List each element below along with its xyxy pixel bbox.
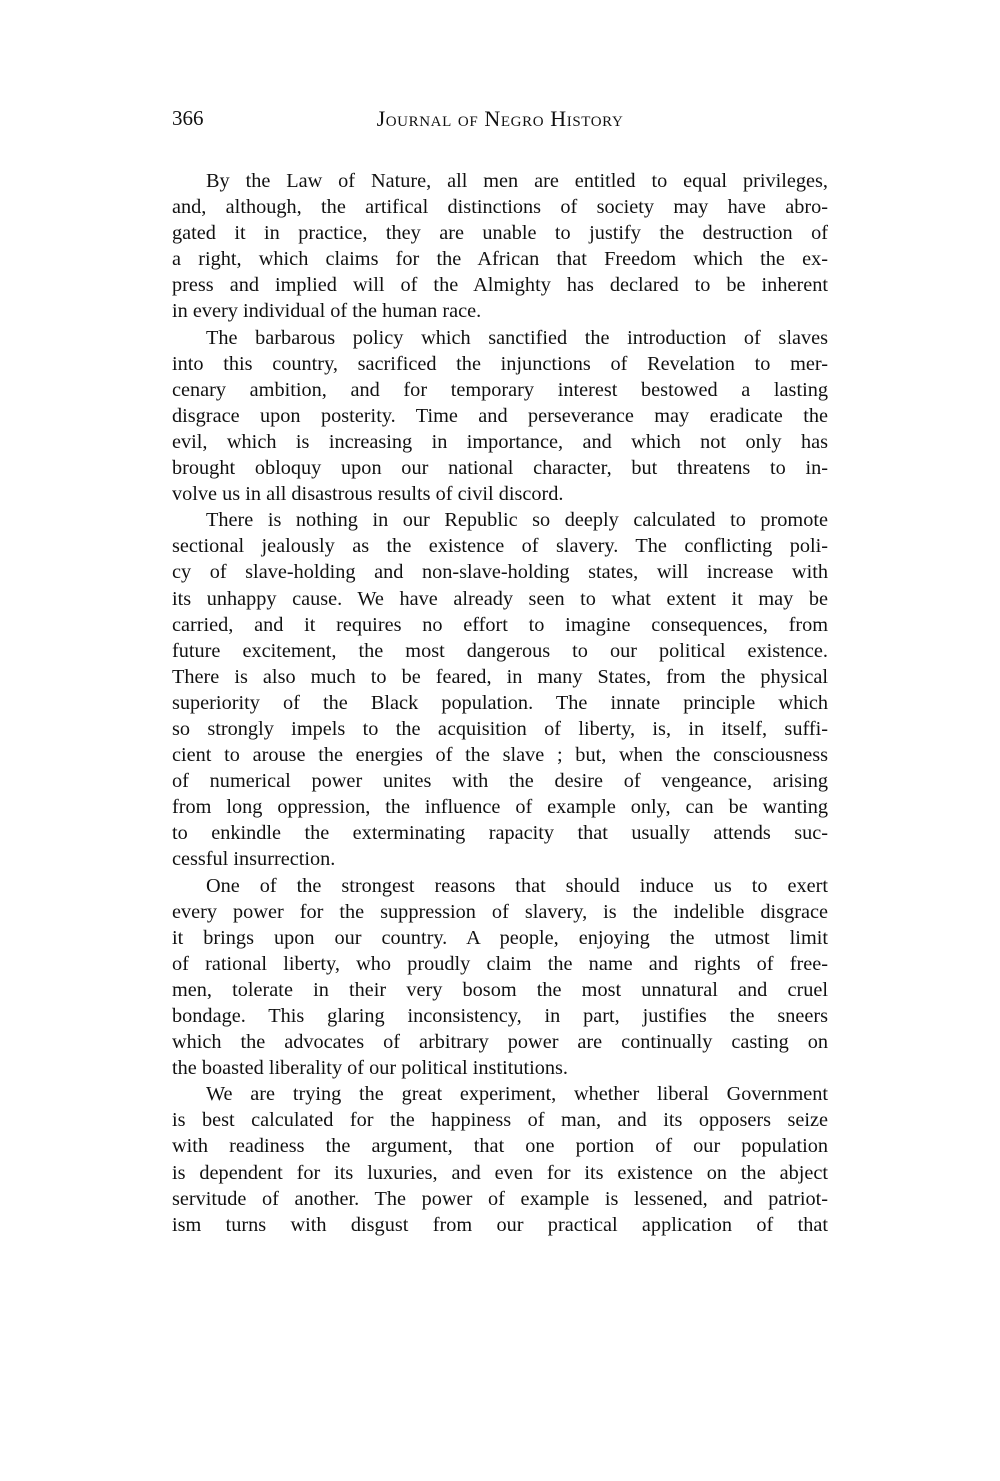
text-line: is best calculated for the happiness of man, and its opposers seize: [172, 1109, 828, 1132]
text-line: sectional jealously as the existence of slavery. The conflicting poli-: [172, 535, 828, 558]
text-line: from long oppression, the influence of example only, can be wanting: [172, 796, 828, 819]
text-line: cenary ambition, and for temporary interest bestowed a lasting: [172, 378, 828, 401]
text-line: which the advocates of arbitrary power are continually casting on: [172, 1031, 828, 1054]
text-line: gated it in practice, they are unable to justify the destruction of: [172, 222, 828, 245]
text-line: brought obloquy upon our national character, but threatens to in-: [172, 457, 828, 480]
paragraph-1: [172, 168, 828, 325]
text-line: with readiness the argument, that one portion of our population: [172, 1135, 828, 1158]
page-number: 366: [172, 106, 204, 130]
paragraph-2: [172, 325, 828, 508]
journal-title: Journal of Negro History: [376, 106, 624, 131]
paragraph-3: [172, 507, 828, 872]
text-line: One of the strongest reasons that should induce us to exert: [206, 874, 828, 897]
text-line: cy of slave-holding and non-slave-holding states, will increase with: [172, 561, 828, 584]
text-line: disgrace upon posterity. Time and perseverance may eradicate the: [172, 404, 828, 427]
text-line: to enkindle the exterminating rapacity that usually attends suc-: [172, 822, 828, 845]
text-line: a right, which claims for the African that Freedom which the ex-: [172, 248, 828, 271]
text-line: superiority of the Black population. The innate principle which: [172, 691, 828, 714]
paragraph-5: [172, 1081, 828, 1238]
text-line: the boasted liberality of our political institutions.: [172, 1057, 568, 1080]
text-line: every power for the suppression of slavery, is the indelible disgrace: [172, 900, 828, 923]
text-line: The barbarous policy which sanctified the introduction of slaves: [206, 326, 828, 349]
text-line: men, tolerate in their very bosom the most unnatural and cruel: [172, 978, 828, 1001]
text-line: cessful insurrection.: [172, 848, 336, 871]
text-line: of rational liberty, who proudly claim the name and rights of free-: [172, 952, 828, 975]
body-text: [172, 168, 828, 1238]
text-line: it brings upon our country. A people, enjoying the utmost limit: [172, 926, 828, 949]
text-line: By the Law of Nature, all men are entitled to equal privileges,: [206, 170, 828, 192]
text-line: cient to arouse the energies of the slave ; but, when the consciousness: [172, 744, 828, 767]
text-line: evil, which is increasing in importance, and which not only has: [172, 430, 828, 453]
text-line: its unhappy cause. We have already seen to what extent it may be: [172, 587, 828, 610]
text-line: press and implied will of the Almighty has declared to be inherent: [172, 274, 828, 297]
paragraph-4: [172, 873, 828, 1082]
text-line: servitude of another. The power of example is lessened, and patriot-: [172, 1187, 828, 1210]
text-line: volve us in all disastrous results of civil discord.: [172, 483, 564, 506]
text-line: carried, and it requires no effort to imagine consequences, from: [172, 613, 828, 636]
text-line: and, although, the artifical distinctions of society may have abro-: [172, 196, 828, 219]
text-line: in every individual of the human race.: [172, 300, 482, 323]
text-line: so strongly impels to the acquisition of liberty, is, in itself, suffi-: [172, 717, 828, 740]
text-line: There is nothing in our Republic so deeply calculated to promote: [206, 509, 828, 532]
text-line: ism turns with disgust from our practical application of that: [172, 1213, 828, 1236]
text-line: future excitement, the most dangerous to our political existence.: [172, 639, 828, 662]
running-head: [172, 106, 828, 136]
text-line: There is also much to be feared, in many States, from the physical: [172, 665, 828, 688]
text-line: is dependent for its luxuries, and even for its existence on the abject: [172, 1161, 828, 1184]
text-line: We are trying the great experiment, whether liberal Government: [206, 1083, 828, 1106]
text-line: into this country, sacrificed the injunctions of Revelation to mer-: [172, 352, 828, 375]
text-line: bondage. This glaring inconsistency, in part, justifies the sneers: [172, 1005, 828, 1027]
text-line: of numerical power unites with the desire of vengeance, arising: [172, 770, 828, 793]
